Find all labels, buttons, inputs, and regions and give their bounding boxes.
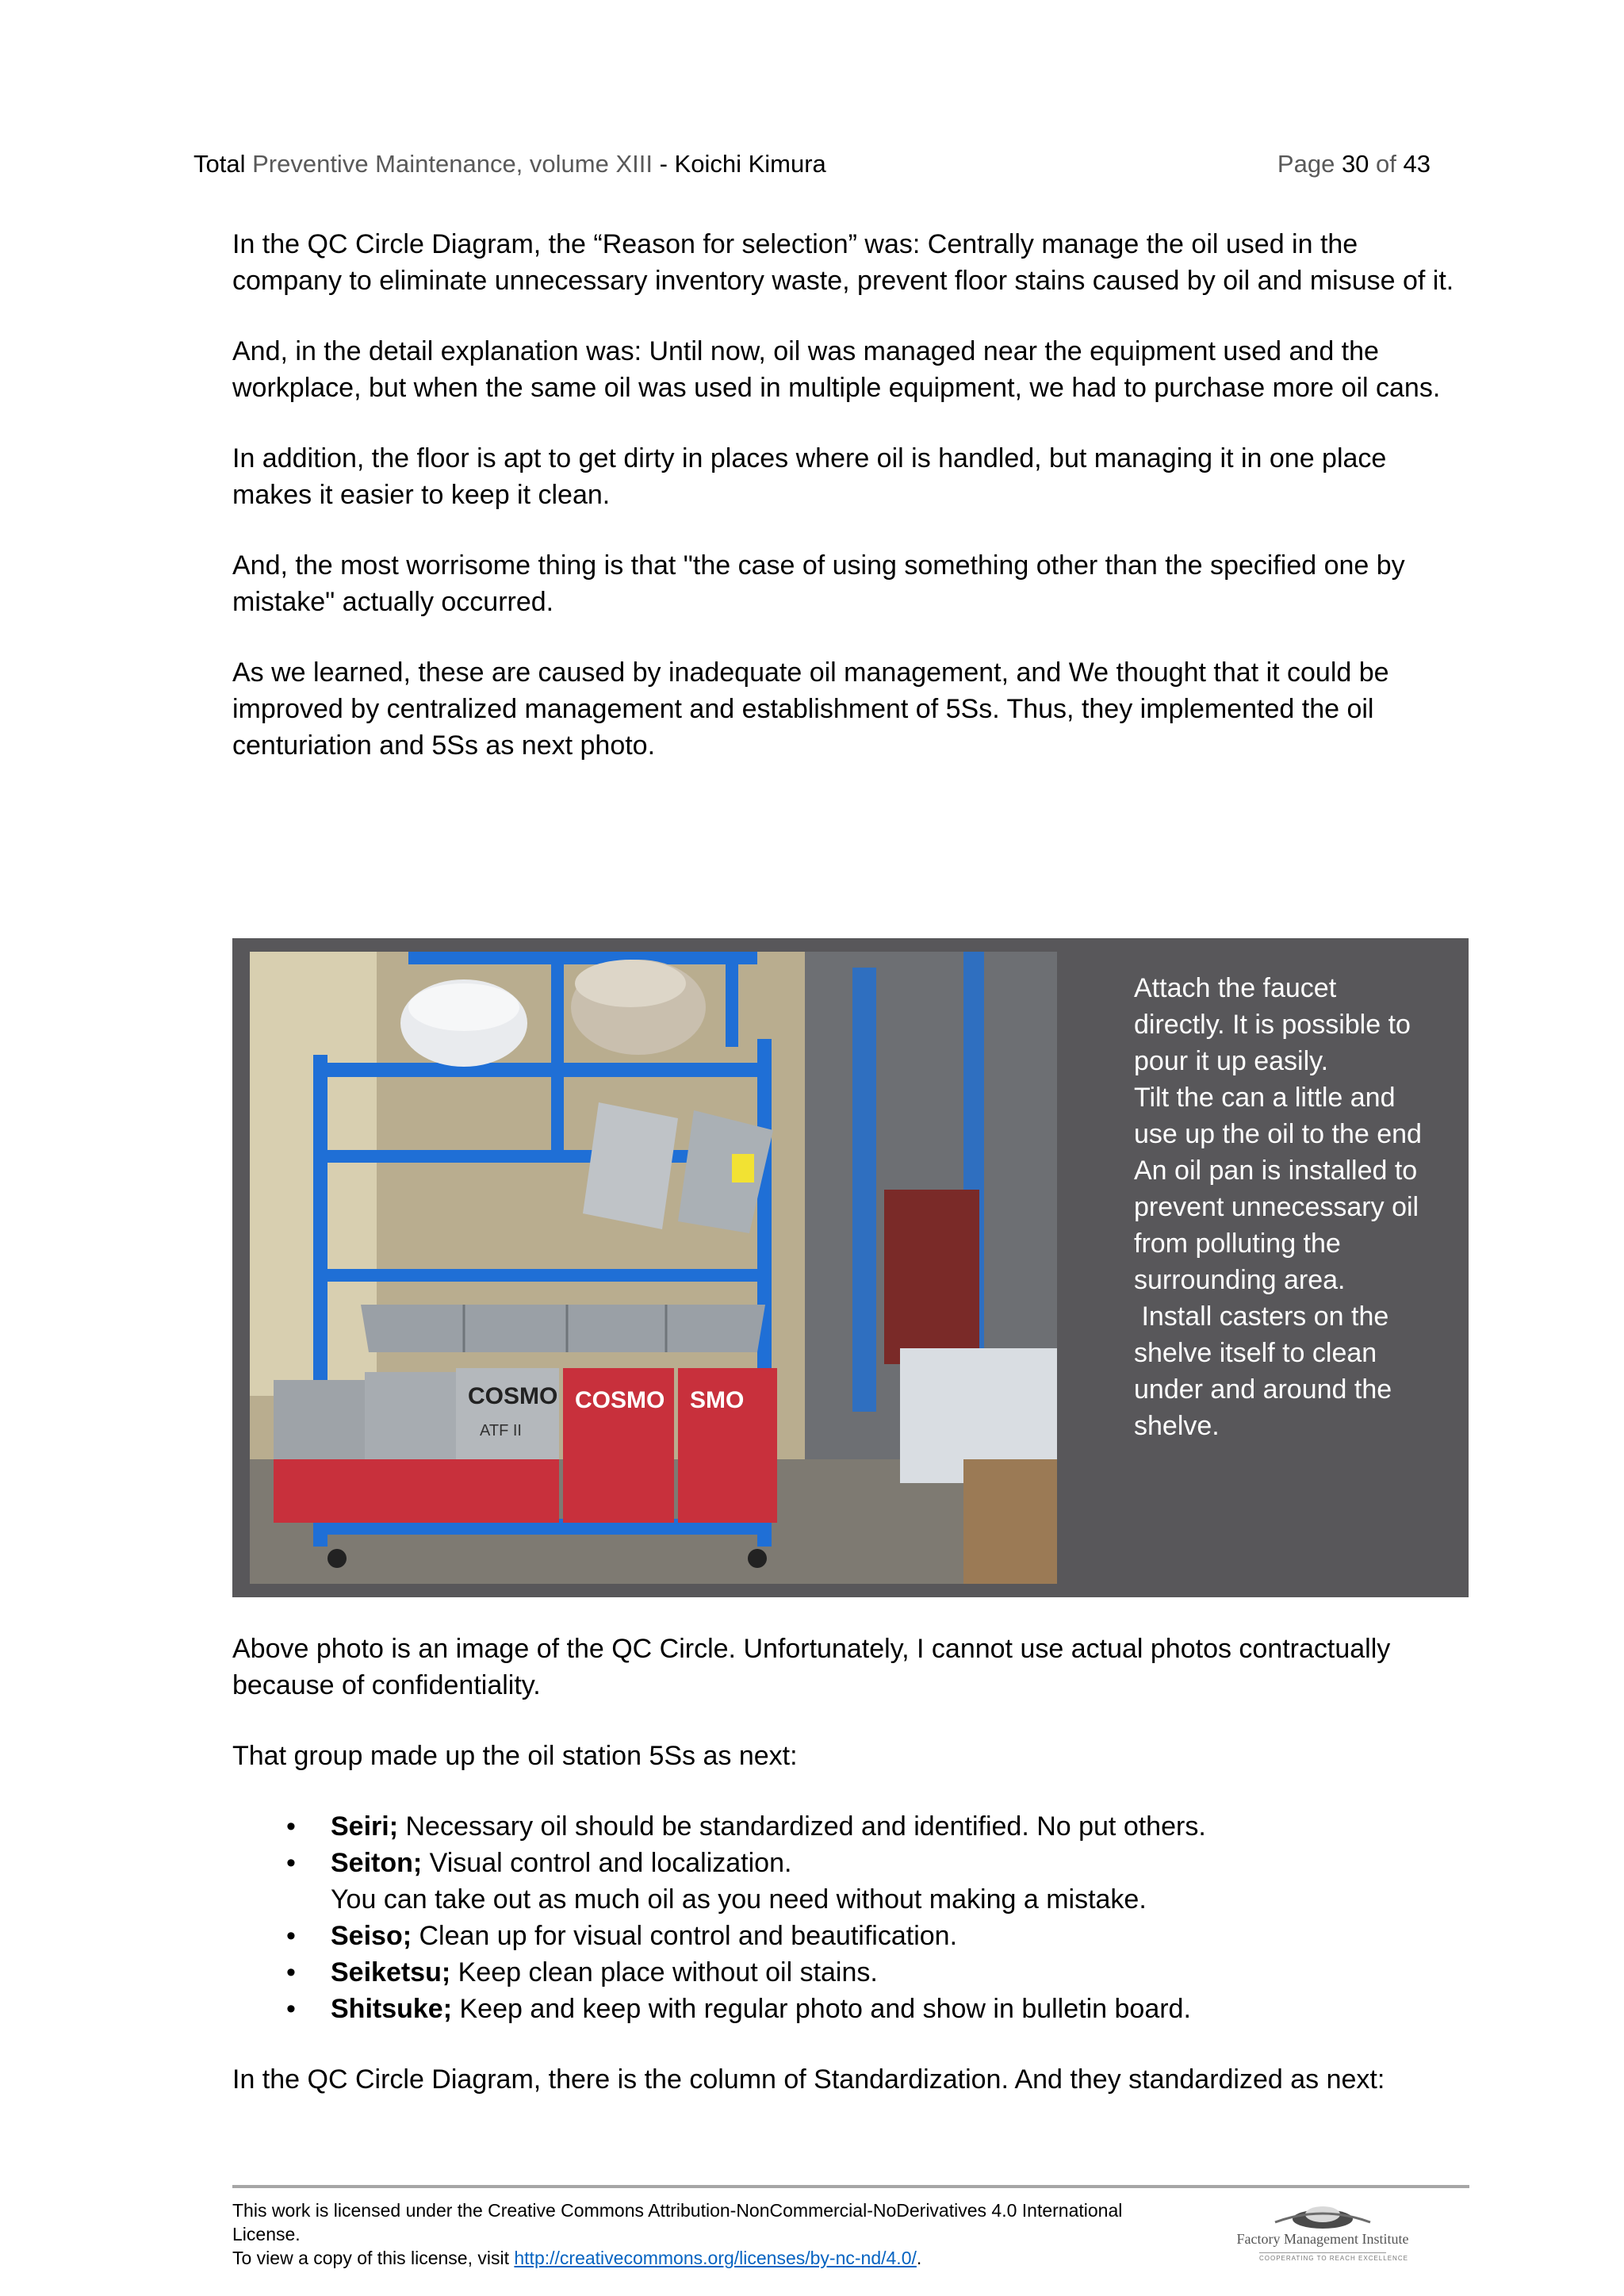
document-title [193, 146, 826, 182]
list-item-seiketsu [232, 1954, 1469, 1991]
list-item-seiton [232, 1845, 1469, 1881]
page-of: of [1369, 150, 1404, 178]
paragraph-standardization: In the QC Circle Diagram, there is the column of Standardization. And they standardized as next: [232, 2064, 1385, 2095]
list-term: Seiso; [331, 1921, 412, 1951]
title-separator: - [652, 150, 675, 178]
five-s-list [232, 1808, 1469, 2027]
list-item-seiton-continued [232, 1881, 1469, 1918]
page-label: Page [1277, 150, 1342, 178]
list-term: Seiketsu; [331, 1957, 451, 1987]
bullet-icon: • [286, 1848, 296, 1878]
list-text: Clean up for visual control and beautification. [412, 1921, 958, 1951]
license-link-prefix: To view a copy of this license, visit [232, 2248, 515, 2268]
paragraph-photo-note: Above photo is an image of the QC Circle. Unfortunately, I cannot use actual photos contractually because of confidentiality. [232, 1634, 1391, 1700]
body-text [232, 226, 1469, 798]
caption-line: shelve. [1134, 1411, 1220, 1441]
oil-station-photo [250, 952, 1057, 1584]
caption-line: from polluting the [1134, 1228, 1341, 1259]
license-footer [232, 2198, 1184, 2270]
page-header [193, 146, 1431, 182]
author-name: Koichi Kimura [674, 150, 826, 178]
caption-line: prevent unnecessary oil [1134, 1192, 1419, 1222]
paragraph-reason: In the QC Circle Diagram, the “Reason for selection” was: Centrally manage the oil used in the company to eliminate unnecessary inventory waste, prevent floor stains caused by oil and misuse of it. [232, 229, 1454, 296]
caption-line: Attach the faucet [1134, 973, 1337, 1003]
bullet-icon: • [286, 1921, 296, 1951]
list-term: Shitsuke; [331, 1994, 453, 2024]
paragraph-mistake: And, the most worrisome thing is that "the case of using something other than the specified one by mistake" actually occurred. [232, 550, 1405, 617]
bullet-icon: • [286, 1811, 296, 1842]
list-item-shitsuke [232, 1991, 1469, 2027]
list-item-seiri [232, 1808, 1469, 1845]
logo-emblem-icon [1228, 2197, 1418, 2233]
figure-caption [1134, 970, 1451, 1444]
can-label-3: COSMO [575, 1387, 665, 1413]
total-pages: 43 [1403, 150, 1431, 178]
caption-line: use up the oil to the end [1134, 1119, 1422, 1149]
can-label-2: ATF II [480, 1422, 522, 1439]
caption-line: surrounding area. [1134, 1265, 1346, 1295]
caption-line: pour it up easily. [1134, 1046, 1329, 1076]
caption-line: under and around the [1134, 1374, 1392, 1405]
list-term: Seiton; [331, 1848, 423, 1878]
list-text: Visual control and localization. [422, 1848, 792, 1878]
current-page: 30 [1341, 150, 1369, 178]
list-text: Keep clean place without oil stains. [450, 1957, 878, 1987]
license-statement: This work is licensed under the Creative Commons Attribution-NonCommercial-NoDerivatives 4.0 International License. [232, 2200, 1123, 2244]
caption-line: Install casters on the [1134, 1301, 1389, 1332]
footer-divider [232, 2185, 1469, 2188]
caption-line: shelve itself to clean [1134, 1338, 1377, 1368]
list-item-seiso [232, 1918, 1469, 1954]
list-term: Seiri; [331, 1811, 399, 1842]
bullet-icon: • [286, 1994, 296, 2024]
title-word-total: Total [193, 150, 246, 178]
title-series: Preventive Maintenance, volume XIII [245, 150, 653, 178]
license-link-line [232, 2246, 1184, 2270]
fmi-logo [1228, 2197, 1418, 2268]
page-number [1277, 146, 1431, 182]
logo-name: Factory Management Institute [1236, 2231, 1409, 2247]
can-label-4: SMO [690, 1387, 745, 1413]
list-text: Necessary oil should be standardized and identified. No put others. [398, 1811, 1206, 1842]
figure-panel [232, 938, 1469, 1597]
paragraph-5s-intro: That group made up the oil station 5Ss as next: [232, 1741, 798, 1771]
can-label-1: COSMO [468, 1383, 558, 1409]
bullet-icon: • [286, 1957, 296, 1987]
paragraph-conclusion: As we learned, these are caused by inadequate oil management, and We thought that it could be improved by centralized management and establishment of 5Ss. Thus, they implemented the oil centuriation and 5Ss as next photo. [232, 657, 1389, 761]
list-text: You can take out as much oil as you need without making a mistake. [331, 1884, 1147, 1915]
caption-line: Tilt the can a little and [1134, 1083, 1396, 1113]
lower-text [232, 1631, 1469, 2132]
paragraph-detail: And, in the detail explanation was: Until now, oil was managed near the equipment used and the workplace, but when the same oil was used in multiple equipment, we had to purchase more oil cans. [232, 336, 1441, 403]
logo-tagline: COOPERATING TO REACH EXCELLENCE [1259, 2252, 1386, 2262]
license-link[interactable]: http://creativecommons.org/licenses/by-nc-nd/4.0/ [514, 2248, 917, 2268]
paragraph-floor: In addition, the floor is apt to get dirty in places where oil is handled, but managing it in one place makes it easier to keep it clean. [232, 443, 1387, 510]
list-text: Keep and keep with regular photo and show in bulletin board. [452, 1994, 1191, 2024]
caption-line: An oil pan is installed to [1134, 1156, 1418, 1186]
license-link-suffix: . [916, 2248, 922, 2268]
caption-line: directly. It is possible to [1134, 1010, 1411, 1040]
